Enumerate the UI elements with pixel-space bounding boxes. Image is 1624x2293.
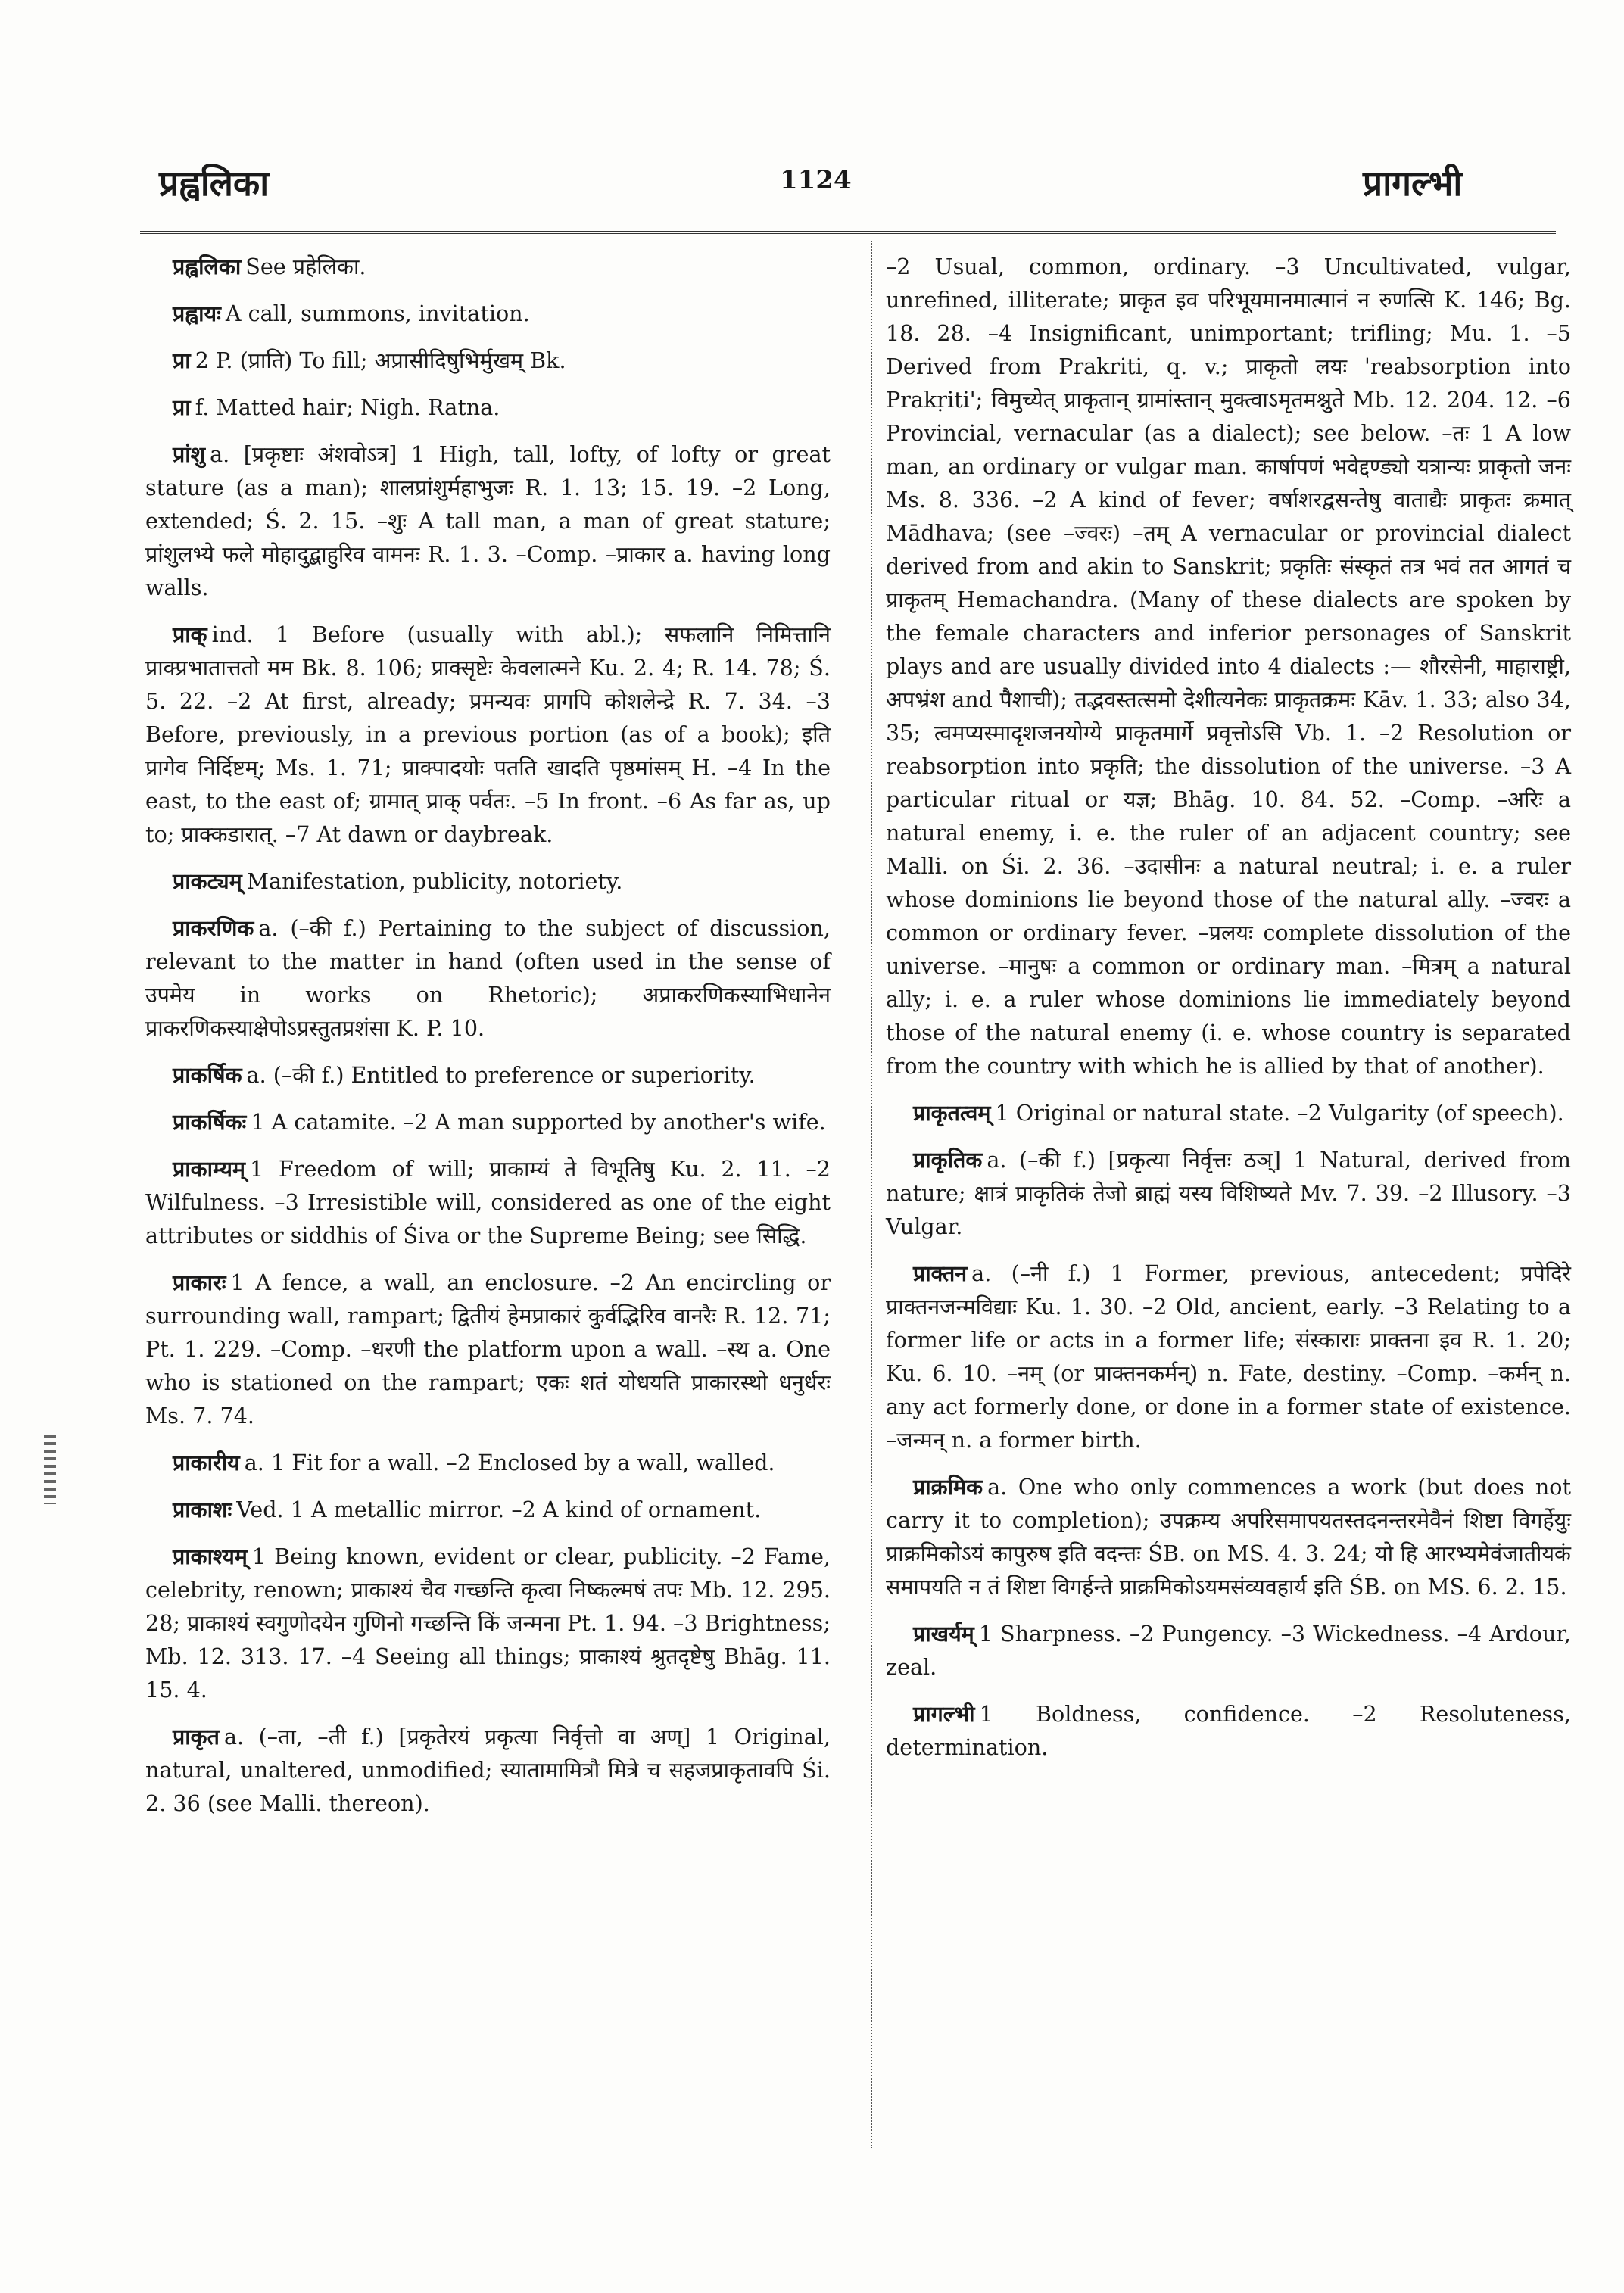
dictionary-entry (145, 438, 831, 604)
definition: 1 A fence, a wall, an enclosure. –2 An encircling or surrounding wall, rampart; द्वितीयं हेमप्राकारं कुर्वद्भिरिव वानरैः R. 12. 71; Pt. 1. 229. –Comp. –धरणी the platform upon a wall. –स्थ a. One who is stationed on the rampart; एकः शतं योधयति प्राकारस्थो धनुर्धरः Ms. 7. 74. (145, 1270, 831, 1428)
definition: Ved. 1 A metallic mirror. –2 A kind of ornament. (236, 1497, 762, 1522)
dictionary-entry (145, 1058, 831, 1092)
dictionary-entry (145, 911, 831, 1045)
headword: प्राक्तन (913, 1260, 968, 1286)
dictionary-entry (145, 1105, 831, 1139)
dictionary-entry (145, 1446, 831, 1479)
dictionary-entry (886, 1143, 1571, 1243)
dictionary-entry (886, 1257, 1571, 1456)
dictionary-entry (145, 618, 831, 851)
headword: प्राक्रमिक (913, 1474, 983, 1500)
definition: f. Matted hair; Nigh. Ratna. (195, 394, 500, 420)
headword: प्राकृतिक (913, 1147, 983, 1173)
definition: 1 Sharpness. –2 Pungency. –3 Wickedness. –4 Ardour, zeal. (886, 1621, 1571, 1680)
definition: See प्रहेलिका. (245, 254, 366, 279)
definition: 1 Original or natural state. –2 Vulgarity (of speech). (995, 1100, 1564, 1126)
headword: प्राखर्यम् (913, 1621, 974, 1647)
dictionary-entry-continued (886, 250, 1571, 1083)
headword: प्रह्वलिका (173, 254, 242, 279)
headword: प्राकारः (173, 1270, 226, 1295)
left-column (145, 250, 831, 1833)
headword: प्राकट्यम् (173, 868, 242, 894)
headword: प्राकाश्यम् (173, 1544, 248, 1569)
dictionary-entry (886, 1096, 1571, 1129)
headword: प्राकाम्यम् (173, 1156, 246, 1182)
headword: प्रा (173, 347, 191, 373)
page-header (0, 159, 1624, 212)
definition: 1 Being known, evident or clear, publicity. –2 Fame, celebrity, renown; प्राकाश्यं चैव गच्छन्ति कृत्वा निष्कल्मषं तपः Mb. 12. 295. 28; प्राकाश्यं स्वगुणोदयेन गुणिनो गच्छन्ति किं जन्मना Pt. 1. 94. –3 Brightness; Mb. 12. 313. 17. –4 Seeing all things; प्राकाश्यं श्रुतदृष्टेषु Bhāg. 11. 15. 4. (145, 1544, 831, 1703)
definition: ind. 1 Before (usually with abl.); सफलानि निमित्तानि प्राक्प्रभातात्ततो मम Bk. 8. 106; प्राक्सृष्टेः केवलात्मने Ku. 2. 4; R. 14. 78; Ś. 5. 22. –2 At first, already; प्रमन्यवः प्रागपि कोशलेन्द्रे R. 7. 34. –3 Before, previously, in a previous portion (as of a book); इति प्रागेव निर्दिष्टम्; Ms. 1. 71; प्राक्पादयोः पतति खादति पृष्ठमांसम् H. –4 In the east, to the east of; ग्रामात् प्राक् पर्वतः. –5 In front. –6 As far as, up to; प्राक्कडारात्. –7 At dawn or daybreak. (145, 622, 831, 847)
dictionary-entry (886, 1617, 1571, 1684)
margin-scan-mark (44, 1435, 56, 1504)
headword: प्राकरणिक (173, 915, 254, 941)
right-column (886, 250, 1571, 1777)
definition: 1 A catamite. –2 A man supported by another's wife. (251, 1109, 826, 1135)
dictionary-entry (145, 250, 831, 283)
dictionary-entry (145, 391, 831, 424)
headword: प्राकारीय (173, 1450, 240, 1475)
definition: a. (–की f.) Entitled to preference or superiority. (246, 1062, 756, 1088)
dictionary-entry (145, 1720, 831, 1820)
dictionary-entry (145, 1540, 831, 1706)
dictionary-entry (145, 1152, 831, 1252)
header-left-word: प्रह्वलिका (159, 163, 270, 204)
definition: A call, summons, invitation. (225, 301, 530, 326)
column-divider (871, 241, 872, 2148)
definition: a. 1 Fit for a wall. –2 Enclosed by a wall, walled. (244, 1450, 775, 1475)
dictionary-entry (145, 1493, 831, 1526)
headword: प्राकाशः (173, 1497, 232, 1522)
definition: 1 Boldness, confidence. –2 Resoluteness, determination. (886, 1701, 1571, 1760)
definition: a. [प्रकृष्टाः अंशवोऽत्र] 1 High, tall, lofty, of lofty or great stature (as a man); शालप्रांशुर्महाभुजः R. 1. 13; 15. 19. –2 Long, extended; Ś. 2. 15. –शुः A tall man, a man of great stature; प्रांशुलभ्ये फले मोहादुद्बाहुरिव वामनः R. 1. 3. –Comp. –प्राकार a. having long walls. (145, 441, 831, 600)
header-right-word: प्रागल्भी (1363, 163, 1463, 204)
headword: प्राकृतत्वम् (913, 1100, 991, 1126)
definition: a. (–की f.) [प्रकृत्या निर्वृत्तः ठञ्] 1 Natural, derived from nature; क्षात्रं प्राकृतिकं तेजो ब्राह्मं यस्य विशिष्यते Mv. 7. 39. –2 Illusory. –3 Vulgar. (886, 1147, 1571, 1239)
definition: a. (–नी f.) 1 Former, previous, antecedent; प्रपेदिरे प्राक्तनजन्मविद्याः Ku. 1. 30. –2 Old, ancient, early. –3 Relating to a former life or acts in a former life; संस्काराः प्राक्तना इव R. 1. 20; Ku. 6. 10. –नम् (or प्राक्तनकर्मन्) n. Fate, destiny. –Comp. –कर्मन् n. any act formerly done, or done in a former state of existence. –जन्मन् n. a former birth. (886, 1260, 1571, 1453)
headword: प्राक् (173, 622, 207, 647)
definition: a. One who only commences a work (but does not carry it to completion); उपक्रम्य अपरिसमापयतस्तदनन्तरमेवैनं शिष्टा विगर्हेयुः प्राक्रमिकोऽयं कापुरुष इति वदन्तः ŚB. on MS. 4. 3. 24; यो हि आरभ्यमेवंजातीयकं समापयति न तं शिष्टा विगर्हन्ते प्राक्रमिकोऽयमसंव्यवहार्य इति ŚB. on MS. 6. 2. 15. (886, 1474, 1571, 1600)
headword: प्रागल्भी (913, 1701, 975, 1727)
headword: प्राकर्षिक (173, 1062, 242, 1088)
definition: a. (–ता, –ती f.) [प्रकृतेरयं प्रकृत्या निर्वृत्तो वा अण्] 1 Original, natural, unaltered, unmodified; स्यातामामित्रौ मित्रे च सहजप्राकृतावपि Śi. 2. 36 (see Malli. thereon). (145, 1724, 831, 1816)
dictionary-entry (145, 1266, 831, 1432)
dictionary-entry (145, 865, 831, 898)
definition: Manifestation, publicity, notoriety. (246, 868, 623, 894)
definition: –2 Usual, common, ordinary. –3 Uncultivated, vulgar, unrefined, illiterate; प्राकृत इव परिभूयमानमात्मानं न रुणत्सि K. 146; Bg. 18. 28. –4 Insignificant, unimportant; trifling; Mu. 1. –5 Derived from Prakriti, q. v.; प्राकृतो लयः 'reabsorption into Prakṛiti'; विमुच्येत् प्राकृतान् ग्रामांस्तान् मुक्त्वाऽमृतमश्नुते Mb. 12. 204. 12. –6 Provincial, vernacular (as a dialect); see below. –तः 1 A low man, an ordinary or vulgar man. कार्षापणं भवेद्दण्ड्यो यत्रान्यः प्राकृतो जनः Ms. 8. 336. –2 A kind of fever; वर्षाशरद्वसन्तेषु वाताद्यैः प्राकृतः क्रमात् Mādhava; (see –ज्वरः) –तम् A vernacular or provincial dialect derived from and akin to Sanskrit; प्रकृतिः संस्कृतं तत्र भवं तत आगतं च प्राकृतम् Hemachandra. (Many of these dialects are spoken by the female characters and inferior personages of Sanskrit plays and are usually divided into 4 dialects :— शौरसेनी, माहाराष्ट्री, अपभ्रंश and पैशाची); तद्भवस्तत्समो देशीत्यनेकः प्राकृतक्रमः Kāv. 1. 33; also 34, 35; त्वमप्यस्मादृशजनयोग्ये प्राकृतमार्गे प्रवृत्तोऽसि Vb. 1. –2 Resolution or reabsorption into प्रकृति; the dissolution of the universe. –3 A particular ritual or यज्ञ; Bhāg. 10. 84. 52. –Comp. –अरिः a natural enemy, i. e. the ruler of an adjacent country; see Malli. on Śi. 2. 36. –उदासीनः a natural neutral; i. e. a ruler whose dominions lie beyond those of the natural ally. –ज्वरः a common or ordinary fever. –प्रलयः complete dissolution of the universe. –मानुषः a common or ordinary man. –मित्रम् a natural ally; i. e. a ruler whose dominions lie immediately beyond those of the natural enemy (i. e. whose country is separated from the country with which he is allied by that of another). (886, 254, 1571, 1079)
header-rule (140, 231, 1556, 234)
dictionary-entry (886, 1697, 1571, 1764)
dictionary-entry (145, 297, 831, 330)
definition: a. (–की f.) Pertaining to the subject of discussion, relevant to the matter in hand (often used in the sense of उपमेय in works on Rhetoric); अप्राकरणिकस्याभिधानेन प्राकरणिकस्याक्षेपोऽप्रस्तुतप्रशंसा K. P. 10. (145, 915, 831, 1041)
definition: 1 Freedom of will; प्राकाम्यं ते विभूतिषु Ku. 2. 11. –2 Wilfulness. –3 Irresistible will, considered as one of the eight attributes or siddhis of Śiva or the Supreme Being; see सिद्धि. (145, 1156, 831, 1248)
dictionary-entry (145, 344, 831, 377)
headword: प्राकृत (173, 1724, 220, 1749)
headword: प्राकर्षिकः (173, 1109, 247, 1135)
definition: 2 P. (प्राति) To fill; अप्रासीदिषुभिर्मुखम् Bk. (195, 347, 566, 373)
headword: प्रांशु (173, 441, 206, 467)
headword: प्रह्वायः (173, 301, 221, 326)
page-number: 1124 (780, 165, 852, 195)
headword: प्रा (173, 394, 191, 420)
dictionary-entry (886, 1470, 1571, 1603)
